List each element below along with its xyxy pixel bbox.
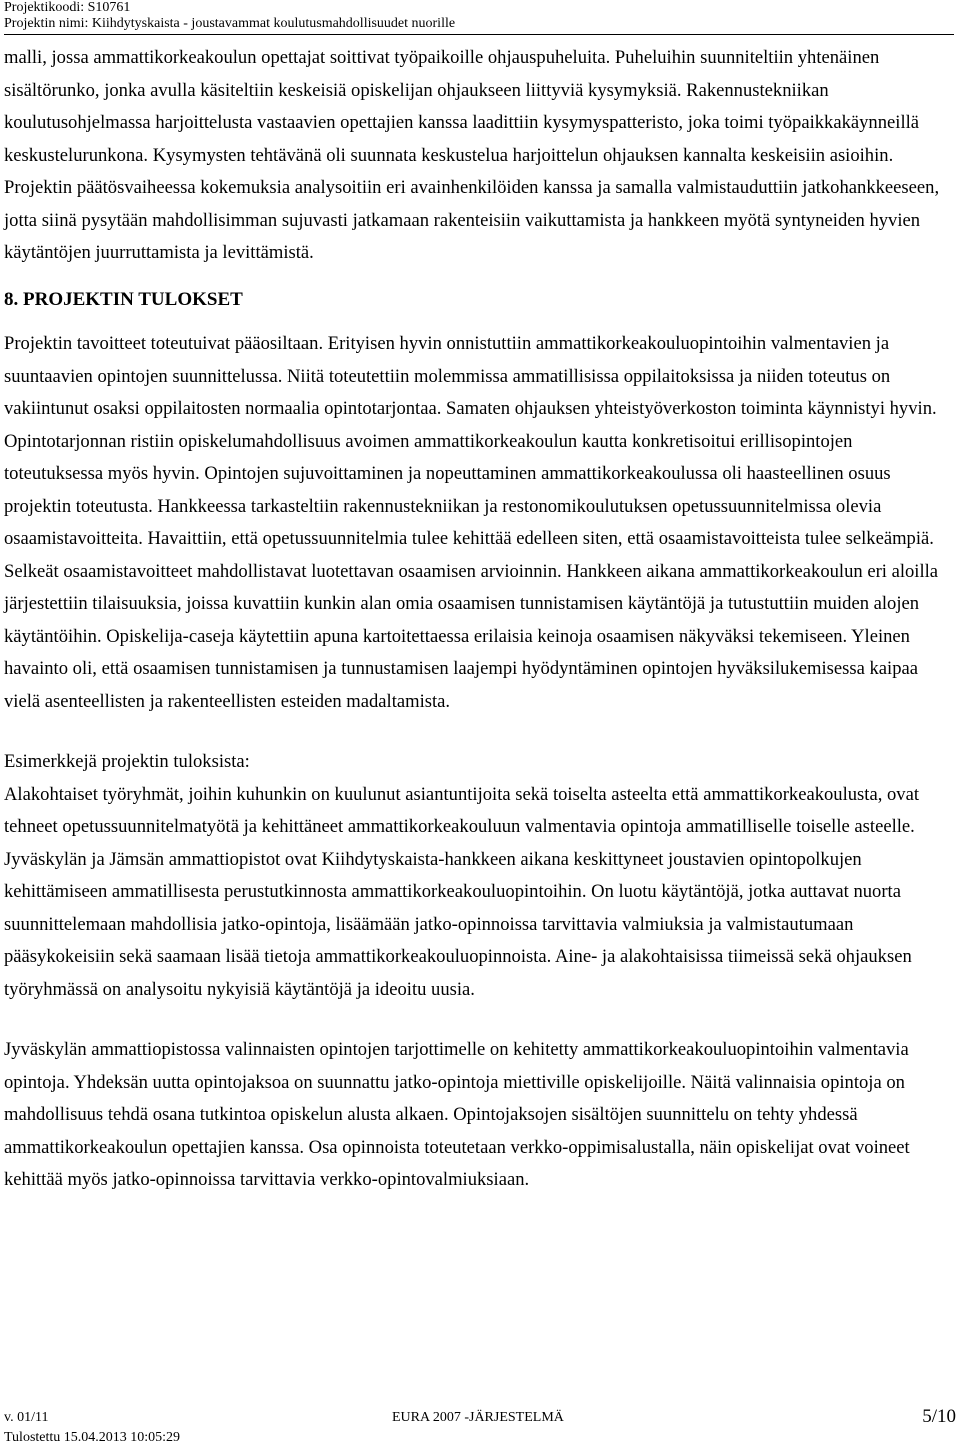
project-code: Projektikoodi: S10761 — [4, 0, 131, 15]
footer-printed-date: Tulostettu 15.04.2013 10:05:29 — [4, 1430, 181, 1445]
section-heading: 8. PROJEKTIN TULOKSET — [4, 288, 243, 310]
page-footer — [4, 1404, 956, 1448]
paragraph-results: Projektin tavoitteet toteutuivat pääosiltaan. Erityisen hyvin onnistuttiin ammattikorkeakouluopintoihin valmentavien ja suuntaavien opintojen suunnittelussa. Niitä toteutettiin molemmissa ammatillisissa oppilaitoksissa ja niiden toteutus on vakiintunut osaksi oppilaitosten normaalia opintotarjontaa. Samaten ohjauksen yhteistyöverkoston toiminta käynnistyi hyvin. Opintotarjonnan ristiin opiskelumahdollisuus avoimen ammattikorkeakoulun kautta konkretisoitui erillisopintojen toteutuksessa myös hyvin. Opintojen sujuvoittaminen ja nopeuttaminen ammattikorkeakoulussa oli haasteellinen osuus projektin toteutusta. Hankkeessa tarkasteltiin rakennustekniikan ja restonomikoulutuksen opetussuunnitelmissa olevia osaamistavoitteita. Havaittiin, että opetussuunnitelmia tulee kehittää edelleen siten, että osaamistavoitteista tulee selkeämpiä. Selkeät osaamistavoitteet mahdollistavat luotettavan osaamisen arvioinnin. Hankkeen aikana ammattikorkeakoulun eri aloilla järjestettiin tilaisuuksia, joissa kuvattiin kunkin alan omia osaamisen tunnistamisen käytäntöjä ja tutustuttiin muiden alojen käytäntöihin. Opiskelija-caseja käytettiin apuna kartoitettaessa erilaisia keinoja osaamisen näkyväksi tekemiseen. Yleinen havainto oli, että osaamisen tunnistamisen ja tunnustamisen laajempi hyödyntäminen opintojen hyväksilukemisessa kaipaa vielä asenteellisten ja rakenteellisten esteiden madaltamista. — [4, 333, 939, 712]
footer-system-name: EURA 2007 -JÄRJESTELMÄ — [392, 1410, 564, 1425]
document-body — [4, 42, 956, 1197]
examples-label: Esimerkkejä projektin tuloksista: — [4, 751, 250, 772]
paragraph-working-groups: Alakohtaiset työryhmät, joihin kuhunkin on kuulunut asiantuntijoita sekä toiselta asteelta että ammattikorkeakoulusta, ovat tehneet opetussuunnitelmatyötä ja kehittäneet ammattikorkeakouluun valmentavia opintoja ammatilliselle toiselle asteelle. Jyväskylän ja Jämsän ammattiopistot ovat Kiihdytyskaista-hankkeen aikana keskittyneet joustavien opintopolkujen kehittämiseen ammatillisesta perustutkinnosta ammattikorkeakouluopintoihin. On luotu käytäntöjä, jotka auttavat nuorta suunnittelemaan mahdollisia jatko-opintoja, lisäämään jatko-opinnoissa tarvittavia valmiuksia ja valmistautumaan pääsykokeisiin sekä saamaan lisää tietoja ammattikorkeakouluopinnoista. Aine- ja alakohtaisissa tiimeissä sekä ohjauksen työryhmässä on analysoitu nykyisiä käytäntöjä ja ideoitu uusia. — [4, 783, 920, 1000]
paragraph-guidance-calls: malli, jossa ammattikorkeakoulun opettajat soittivat työpaikoille ohjauspuheluita. Puheluihin suunniteltiin yhtenäinen sisältörunko, jonka avulla käsiteltiin keskeisiä opiskelijan ohjaukseen liittyviä kysymyksiä. Rakennustekniikan koulutusohjelmassa harjoittelusta vastaavien opettajien kanssa laadittiin kysymyspatteristo, joka toimi työpaikkakäynneillä keskustelurunkona. Kysymysten tehtävänä oli suunnata keskustelua harjoittelun ohjauksen kannalta keskeisiin asioihin. — [4, 47, 920, 166]
paragraph-elective-studies: Jyväskylän ammattiopistossa valinnaisten opintojen tarjottimelle on kehitetty ammattikorkeakouluopintoihin valmentavia opintoja. Yhdeksän uutta opintojaksoa on suunnattu jatko-opintoja miettiville opiskelijoille. Näitä valinnaisia opintoja on mahdollisuus tehdä osana tutkintoa opiskelun alusta alkaen. Opintojaksojen sisältöjen suunnittelu on tehty yhdessä ammattikorkeakoulun opettajien kanssa. Osa opinnoista toteutetaan verkko-oppimisalustalla, näin opiskelijat ovat voineet kehittää myös jatko-opinnoissa tarvittavia verkko-opintovalmiuksiaan. — [4, 1039, 910, 1190]
paragraph-final-phase: Projektin päätösvaiheessa kokemuksia analysoitiin eri avainhenkilöiden kanssa ja samalla valmistauduttiin jatkohankkeeseen, jotta siinä pysytään mahdollisimman sujuvasti jatkamaan rakenteisiin vaikuttamista ja hankkeen myötä syntyneiden hyvien käytäntöjen juurruttamista ja levittämistä. — [4, 177, 940, 263]
page-header — [4, 0, 954, 35]
project-name: Projektin nimi: Kiihdytyskaista - joustavammat koulutusmahdollisuudet nuorille — [4, 16, 456, 31]
page-number: 5/10 — [922, 1406, 956, 1427]
footer-version: v. 01/11 — [4, 1410, 49, 1425]
